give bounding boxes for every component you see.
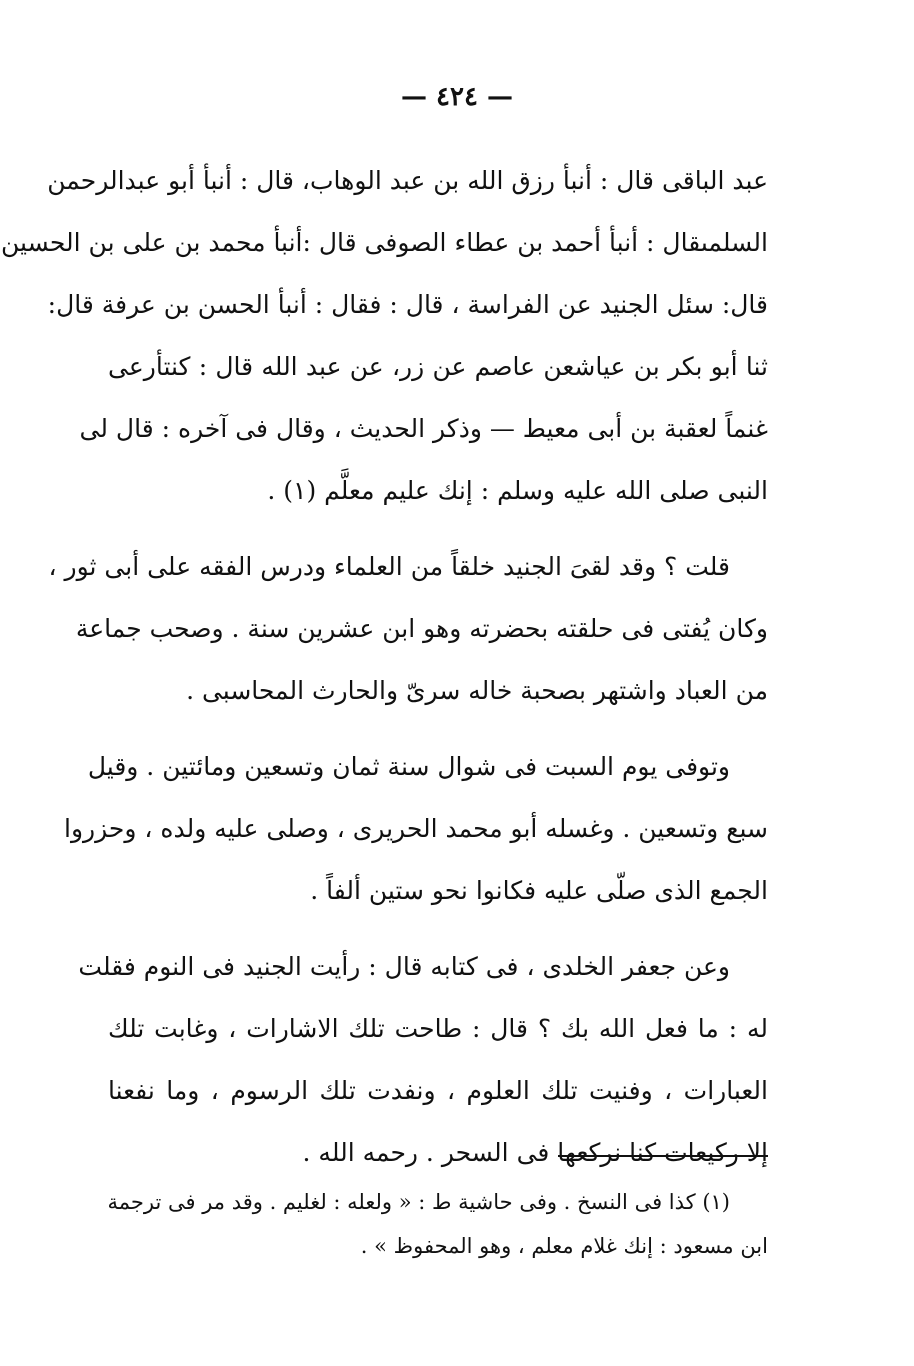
text-line: وعن جعفر الخلدى ، فى كتابه قال : رأيت الجنيد فى النوم فقلت: [78, 952, 730, 981]
text-line: غنماً لعقبة بن أبى معيط — وذكر الحديث ، وقال فى آخره : قال لى: [79, 414, 768, 443]
page-number: — ٤٢٤ —: [400, 82, 514, 112]
footnote-divider: [558, 1155, 768, 1157]
text-line: عبد الباقى قال : أنبأ رزق الله بن عبد الوهاب، قال : أنبأ أبو عبدالرحمن: [47, 166, 768, 195]
text-line: وكان يُفتى فى حلقته بحضرته وهو ابن عشرين سنة . وصحب جماعة: [75, 614, 768, 643]
text-line: سبع وتسعين . وغسله أبو محمد الحريرى ، وصلى عليه ولده ، وحزروا: [64, 814, 768, 843]
footnote-line: (١) كذا فى النسخ . وفى حاشية ط : « ولعله : لغليم . وقد مر فى ترجمة: [107, 1190, 730, 1214]
footnotes: [108, 1180, 768, 1268]
text-line: السلمىقال : أنبأ أحمد بن عطاء الصوفى قال :أنبأ محمد بن على بن الحسين: [1, 228, 768, 257]
paragraph-gap: [108, 522, 768, 536]
text-line: قلت ؟ وقد لقىَ الجنيد خلقاً من العلماء ودرس الفقه على أبى ثور ،: [48, 552, 730, 581]
text-line: إلا ركيعات كنا نركعها فى السحر . رحمه الله .: [302, 1138, 768, 1167]
main-text: [1, 150, 768, 1184]
text-line: النبى صلى الله عليه وسلم : إنك عليم معلَّم (١) .: [267, 476, 768, 505]
text-line: قال: سئل الجنيد عن الفراسة ، قال : فقال : أنبأ الحسن بن عرفة قال:: [47, 290, 768, 319]
paragraph-gap: [108, 922, 768, 936]
text-line: ثنا أبو بكر بن عياشعن عاصم عن زر، عن عبد الله قال : كنتأرعى: [108, 352, 768, 381]
text-line: الجمع الذى صلّى عليه فكانوا نحو ستين ألفاً .: [310, 876, 768, 905]
footnote-line: ابن مسعود : إنك غلام معلم ، وهو المحفوظ » .: [360, 1234, 768, 1258]
text-line: له : ما فعل الله بك ؟ قال : طاحت تلك الاشارات ، وغابت تلك: [108, 1014, 768, 1043]
text-line: من العباد واشتهر بصحبة خاله سرىّ والحارث المحاسبى .: [186, 676, 768, 705]
paragraph-gap: [108, 722, 768, 736]
text-line: العبارات ، وفنيت تلك العلوم ، ونفدت تلك الرسوم ، وما نفعنا: [108, 1076, 768, 1105]
text-line: وتوفى يوم السبت فى شوال سنة ثمان وتسعين ومائتين . وقيل: [87, 752, 730, 781]
